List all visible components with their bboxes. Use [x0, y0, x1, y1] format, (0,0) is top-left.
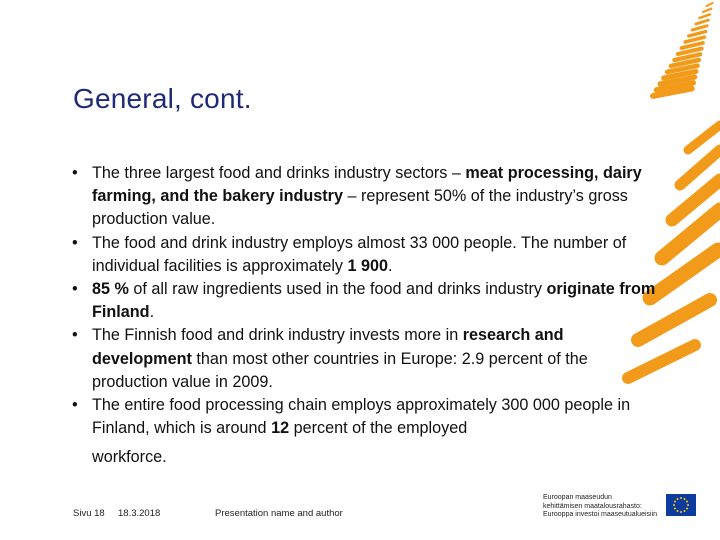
decorative-stroke — [707, 3, 713, 6]
bullet-item: • The Finnish food and drink industry invests more in research and development than most other countries in Europe: 2.9 percent of the production value in 2009. — [72, 326, 588, 391]
eu-star — [677, 498, 679, 500]
bullet-text: The entire food processing chain employs approximately 300 000 people in Finland, which is around 12 percent of the employed workforce. — [92, 396, 631, 467]
decorative-stroke — [699, 14, 709, 18]
eu-flag-logo — [666, 494, 696, 516]
eu-star — [680, 511, 682, 513]
footer-presentation-name: Presentation name and author — [215, 508, 343, 519]
bullet-item: • 85 % of all raw ingredients used in the food and drinks industry originate from Finland. — [72, 280, 656, 322]
bullet-text: The Finnish food and drink industry invests more in research and development than most other countries in Europe: 2.9 percent of the production value in 2009. — [92, 326, 588, 391]
decorative-stroke — [689, 32, 706, 37]
eu-star — [687, 504, 689, 506]
eu-fund-text: Euroopan maaseudun kehittämisen maatalousrahasto: Eurooppa investoi maaseutualueisiin — [543, 494, 658, 518]
footer-date: 18.3.2018 — [118, 508, 161, 519]
eu-stars-icon — [666, 494, 696, 516]
eu-star — [684, 498, 686, 500]
eu-star — [674, 501, 676, 503]
bullet-item: • The three largest food and drinks industry sectors – meat processing, dairy farming, and the bakery industry – represent 50% of the industry’s gross production value. — [72, 164, 642, 229]
eu-star — [673, 504, 675, 506]
bullet-list — [72, 162, 662, 470]
footer-page-number: Sivu 18 — [73, 508, 105, 519]
eu-star — [680, 497, 682, 499]
eu-star — [674, 508, 676, 510]
eu-star — [686, 508, 688, 510]
decorative-stroke — [692, 26, 707, 30]
bullet-text: The three largest food and drinks industry sectors – meat processing, dairy farming, and the bakery industry – represent 50% of the industry’s gross production value. — [92, 164, 642, 229]
decorative-stroke — [703, 9, 711, 12]
slide-title: General, cont. — [73, 83, 252, 114]
bullet-text: 85 % of all raw ingredients used in the food and drinks industry originate from Finland. — [92, 280, 656, 322]
eu-star — [684, 510, 686, 512]
bullet-text: The food and drink industry employs almost 33 000 people. The number of individual facilities is approximately 1 900. — [92, 233, 627, 275]
eu-star — [686, 501, 688, 503]
eu-star — [677, 510, 679, 512]
decorative-stroke — [685, 37, 704, 42]
bullet-item: • The entire food processing chain employs approximately 300 000 people in Finland, which is around 12 percent of the employed workforce. — [72, 394, 662, 470]
decorative-stroke — [688, 125, 720, 150]
bullet-item: • The food and drink industry employs almost 33 000 people. The number of individual facilities is approximately 1 900. — [72, 233, 627, 275]
decorative-stroke — [696, 20, 709, 24]
